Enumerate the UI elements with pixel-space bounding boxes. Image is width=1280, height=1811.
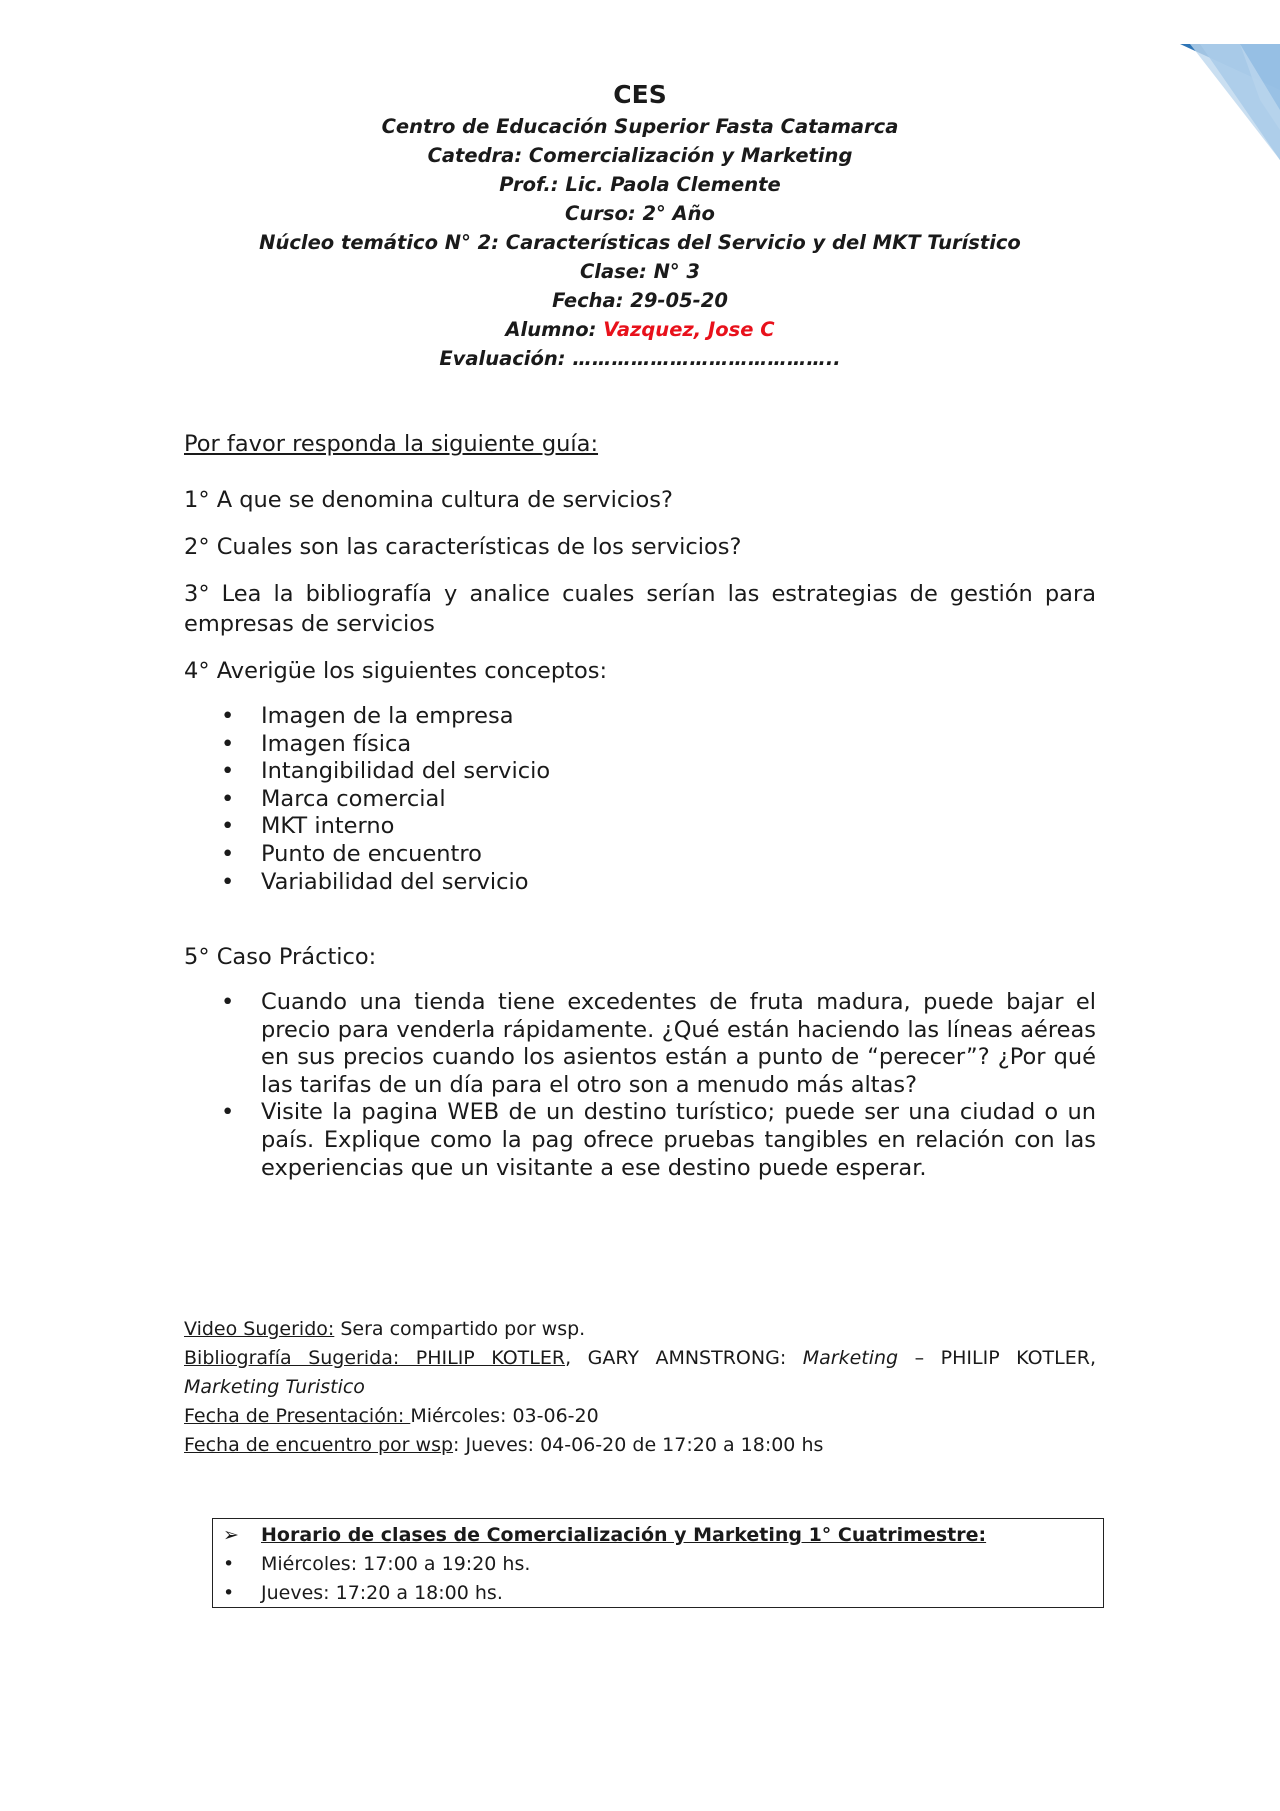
bullet: • [221,703,235,729]
question-5: 5° Caso Práctico: [184,944,377,970]
question-2: 2° Cuales son las características de los servicios? [184,534,742,560]
list-item: • MKT interno [221,813,395,840]
institution: Centro de Educación Superior Fasta Catamarca [381,115,899,138]
list-item: • Visite la pagina WEB de un destino turístico; puede ser una ciudad o un país. Explique como la pag ofrece pruebas tangibles en relación con las experiencias que un visitante a ese destino puede esperar. [221,1099,1096,1181]
question-4: 4° Averigüe los siguientes conceptos: [184,658,608,684]
presentation-row [184,1402,1096,1431]
bibliography-label: Bibliografía Sugerida: PHILIP KOTLER [184,1347,566,1369]
arrow-icon: ➢ [223,1524,239,1546]
bullet: • [221,868,235,895]
date: Fecha: 29-05-20 [552,289,728,312]
bibliography-row-2 [184,1373,1096,1402]
thematic-core: Núcleo temático N° 2: Características del Servicio y del MKT Turístico [259,231,1021,254]
guide-intro: Por favor responda la siguiente guía: [184,431,599,457]
class-number: Clase: N° 3 [580,260,700,283]
course: Curso: 2° Año [565,202,715,225]
video-label: Video Sugerido: [184,1318,335,1340]
video-value: Sera compartido por wsp. [334,1318,586,1340]
student-label: Alumno: [505,318,604,341]
professor: Prof.: Lic. Paola Clemente [499,173,781,196]
catedra: Catedra: Comercialización y Marketing [427,144,853,167]
list-item: • Imagen física [221,730,412,757]
bullet: • [223,1553,235,1575]
list-item: • Punto de encuentro [221,840,482,867]
bullet: • [221,758,235,785]
list-item: • Variabilidad del servicio [221,868,529,895]
book-2: Marketing Turistico [184,1376,365,1398]
schedule-item: • Jueves: 17:20 a 18:00 hs. [221,1579,1103,1608]
schedule-title: Horario de clases de Comercialización y Marketing 1° Cuatrimestre: [261,1524,987,1546]
student-name: Vazquez, Jose C [603,318,775,341]
book-1: Marketing [802,1347,899,1369]
bullet: • [221,989,235,1015]
student [0,315,1280,344]
presentation-label: Fecha de Presentación: [184,1405,411,1427]
list-item: • Cuando una tienda tiene excedentes de fruta madura, puede bajar el precio para venderla rápidamente. ¿Qué están haciendo las líneas aéreas en sus precios cuando los asientos están a punto de “perecer”? ¿Por qué las tarifas de un día para el otro son a menudo más altas? [221,989,1096,1098]
bullet: • [221,730,235,757]
bullet: • [221,1099,235,1126]
presentation-value: Miércoles: 03-06-20 [410,1405,599,1427]
bullet: • [221,840,235,867]
list-item: • Imagen de la empresa [221,703,514,729]
bibliography-row: Bibliografía Sugerida: PHILIP KOTLER, GARY AMNSTRONG: Marketing – PHILIP KOTLER, [184,1347,1096,1369]
meeting-label: Fecha de encuentro por wsp [184,1434,454,1456]
references [184,1315,1096,1460]
evaluation: Evaluación: ………………………………….. [439,347,841,370]
question-3: 3° Lea la bibliografía y analice cuales serían las estrategias de gestión para empresas de servicios [184,581,1096,637]
video-row [184,1315,1096,1344]
meeting-value: : Jueves: 04-06-20 de 17:20 a 18:00 hs [453,1434,824,1456]
bullet: • [221,813,235,840]
doc-title: CES [613,80,667,109]
bullet: • [221,785,235,812]
question-1: 1° A que se denomina cultura de servicios? [184,487,673,513]
list-item: • Marca comercial [221,785,446,812]
concepts-list [218,703,1096,896]
bullet: • [223,1582,235,1604]
schedule-item: • Miércoles: 17:00 a 19:20 hs. [221,1550,1103,1579]
schedule-box [212,1518,1104,1608]
case-list [218,989,1096,1182]
list-item: • Intangibilidad del servicio [221,758,551,785]
schedule-title-row [221,1521,1103,1550]
meeting-row [184,1431,1096,1460]
document-header [0,78,1280,373]
